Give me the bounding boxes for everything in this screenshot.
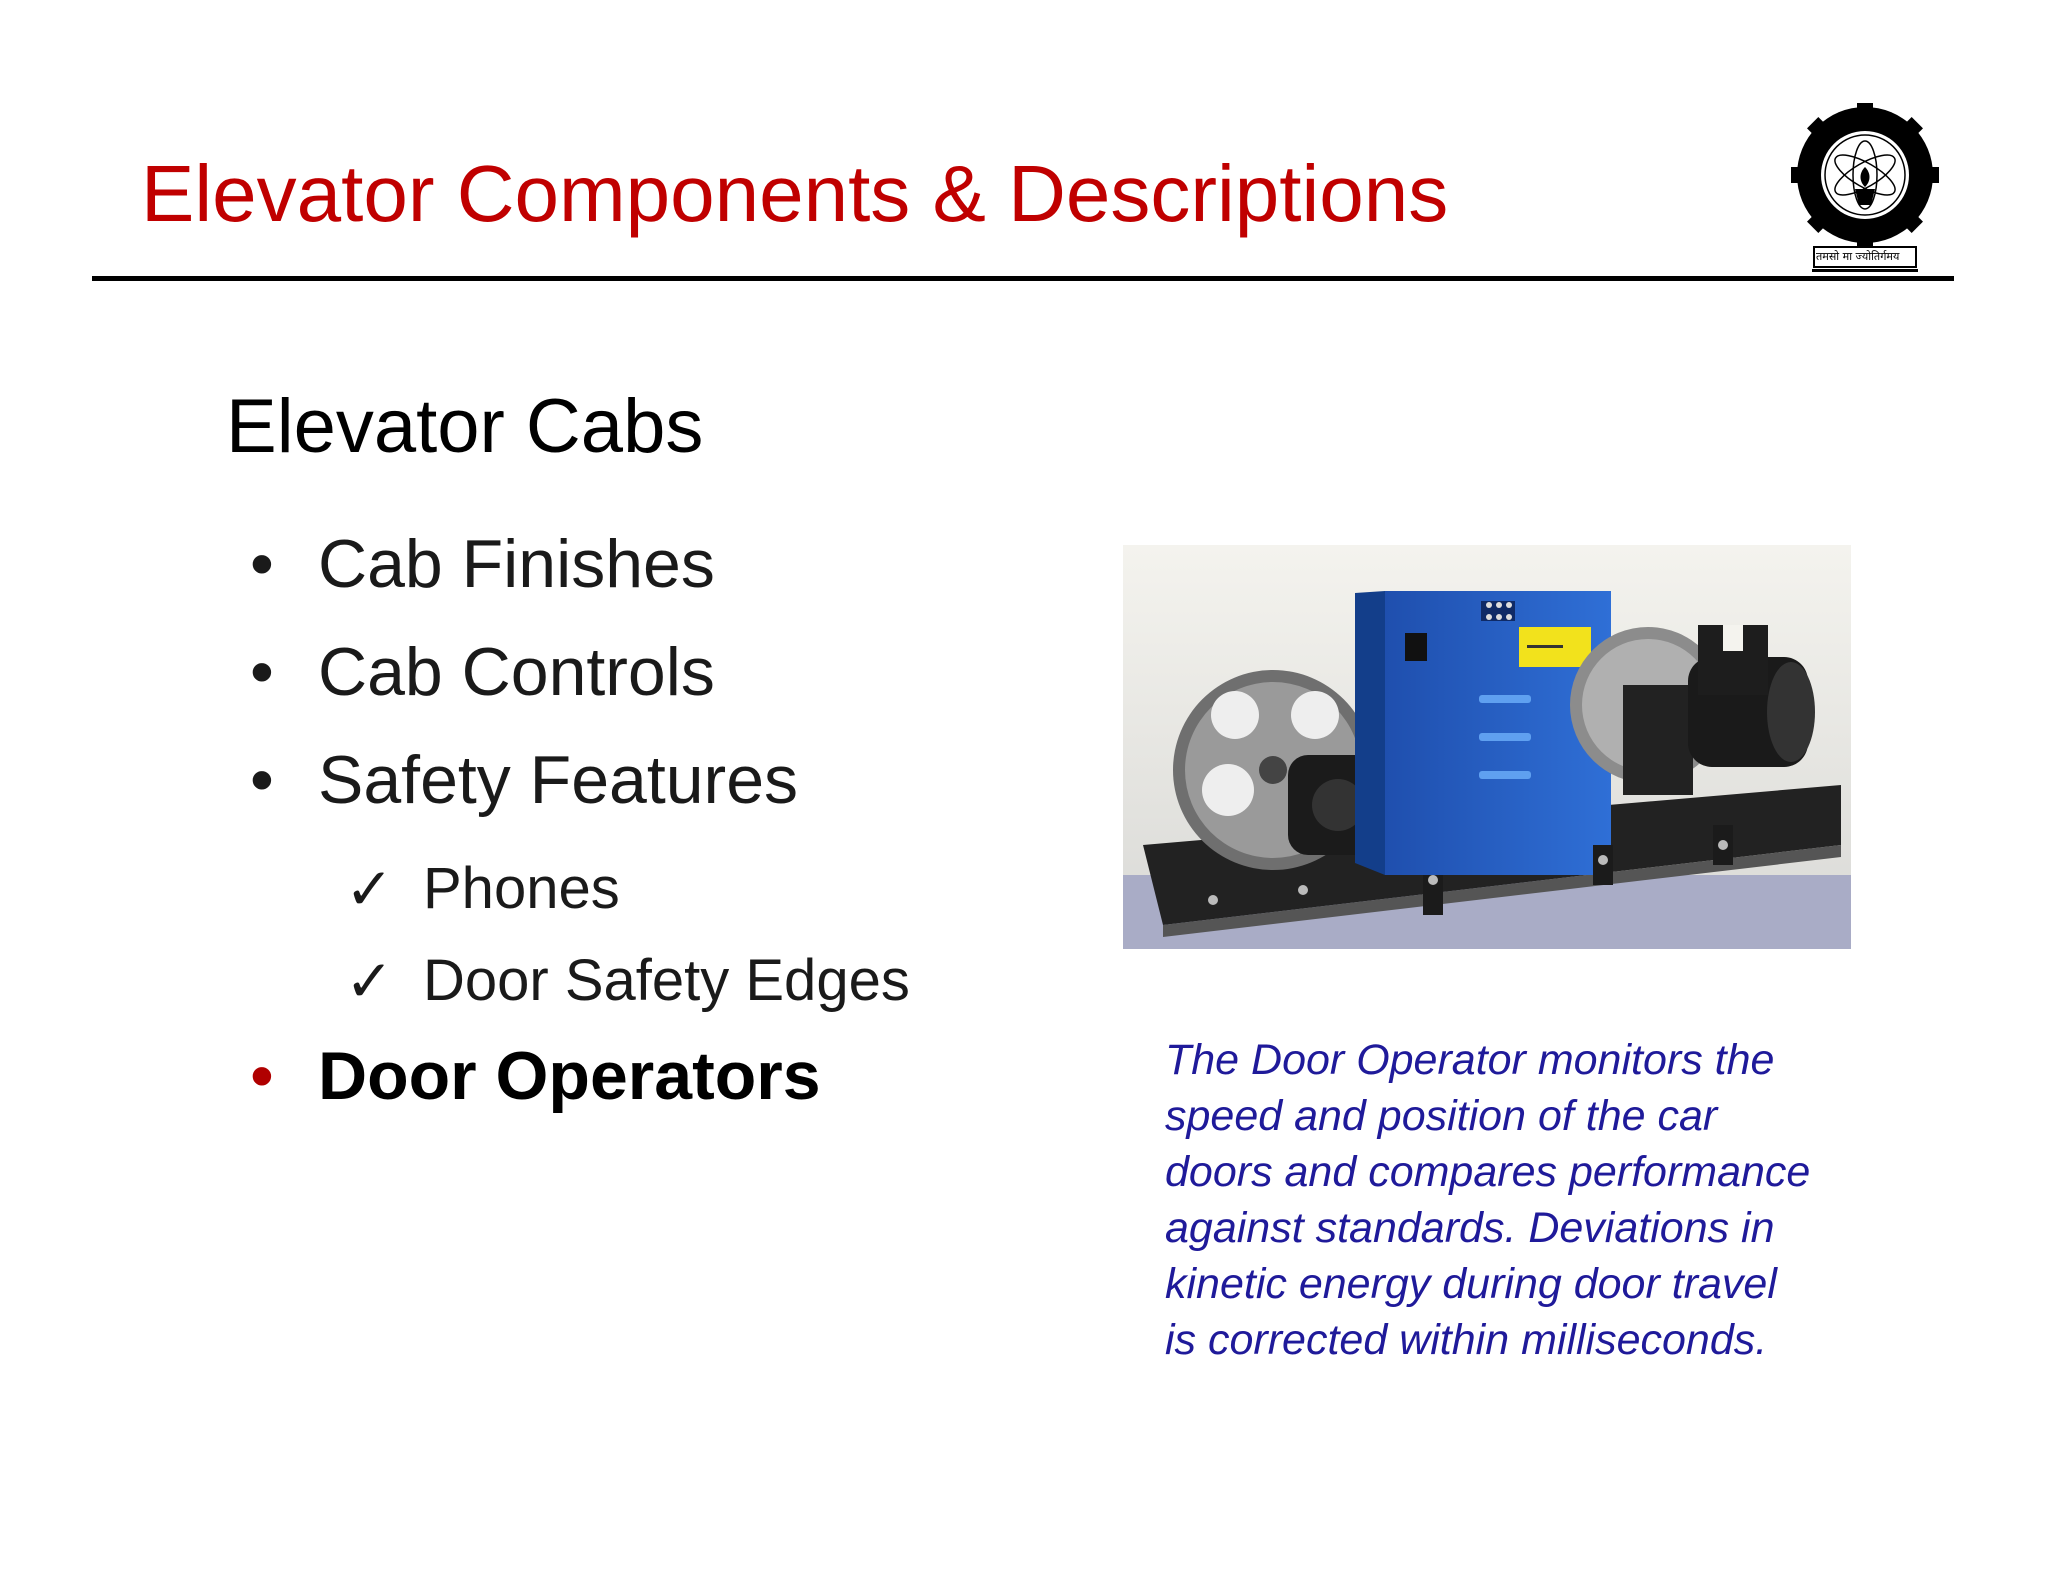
title-divider bbox=[92, 276, 1954, 281]
list-item-label: Door Operators bbox=[318, 1038, 821, 1114]
bullet-icon: • bbox=[250, 526, 274, 602]
bullet-icon: • bbox=[250, 742, 274, 818]
checkmark-icon: ✓ bbox=[345, 857, 394, 922]
sub-list-item-label: Phones bbox=[423, 856, 620, 921]
caption-line: kinetic energy during door travel bbox=[1165, 1260, 1777, 1308]
logo-motto: तमसो मा ज्योतिर्गमय bbox=[1816, 250, 1900, 263]
list-item-label: Cab Controls bbox=[318, 634, 715, 710]
caption-line: The Door Operator monitors the bbox=[1165, 1036, 1775, 1084]
sub-list-item-label: Door Safety Edges bbox=[423, 948, 910, 1013]
bullet-icon: • bbox=[250, 1038, 274, 1114]
list-item-label: Cab Finishes bbox=[318, 526, 715, 602]
bullet-icon: • bbox=[250, 634, 274, 710]
caption-line: speed and position of the car bbox=[1165, 1092, 1718, 1140]
caption-line: is corrected within milliseconds. bbox=[1165, 1316, 1768, 1364]
list-item-label: Safety Features bbox=[318, 742, 799, 818]
slide-title: Elevator Components & Descriptions bbox=[141, 149, 1449, 238]
door-operator-photo bbox=[1123, 545, 1851, 949]
section-heading: Elevator Cabs bbox=[226, 384, 704, 469]
caption-line: doors and compares performance bbox=[1165, 1148, 1811, 1196]
photo-caption bbox=[1165, 1032, 1885, 1368]
nit-calicut-logo bbox=[1790, 103, 1940, 273]
caption-line: against standards. Deviations in bbox=[1165, 1204, 1775, 1252]
checkmark-icon: ✓ bbox=[345, 949, 394, 1014]
